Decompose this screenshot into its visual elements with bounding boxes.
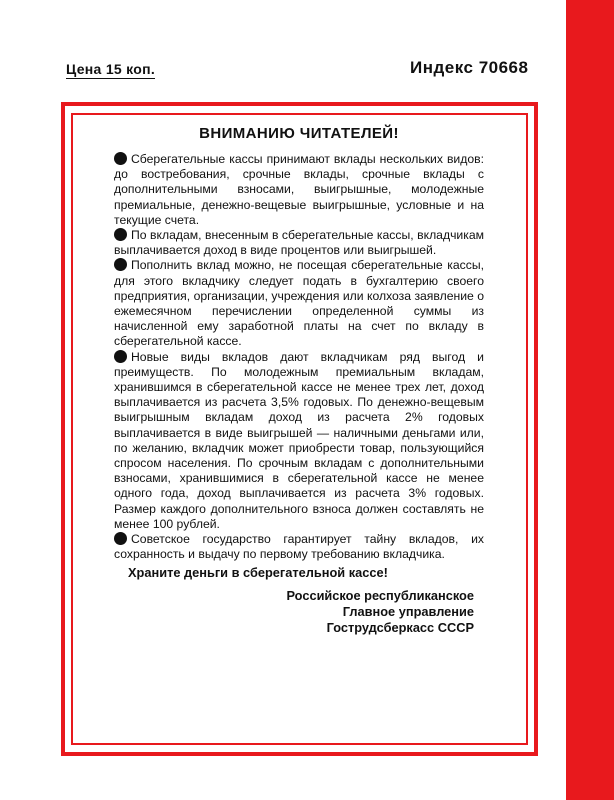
paragraph-text: Новые виды вкладов дают вкладчикам ряд выгод и преимуществ. По молодежным премиальным вкладам, хранившимся в сберегательной кассе не менее трех лет, доход выплачивается из расчета 3,5% годовых. По денежно-вещевым выигрышным вкладам доход из расчета 2% годовых выплачивается в виде выигрышей — наличными деньгами или, по желанию, вкладчик может приобрести товар, пользующийся спросом населения. По срочным вкладам с дополнительными взносами, хранившимися в сберегательной кассе не менее одного года, доход выплачивается из расчета 3% годовых. Размер каждого дополнительного взноса должен составлять не менее 100 рублей. [114, 349, 484, 531]
price-label: Цена 15 коп. [66, 61, 156, 77]
bullet-dot-icon [114, 350, 127, 363]
notice-content [114, 125, 484, 636]
notice-paragraph [114, 228, 484, 258]
paragraph-text: Советское государство гарантирует тайну вкладов, их сохранность и выдачу по первому требованию вкладчика. [114, 532, 484, 562]
red-spine-band [566, 0, 614, 800]
signature-block [114, 588, 474, 636]
paragraph-text: Пополнить вклад можно, не посещая сберегательные кассы, для этого вкладчику следует подать в бухгалтерию своего предприятия, организации, учреждения или колхоза заявление о ежемесячном перечислении определенной суммы из начисленной ему заработной платы на счет по вкладу в сберегательной кассе. [114, 258, 484, 349]
notice-paragraph [114, 532, 484, 562]
bullet-dot-icon [114, 152, 127, 165]
bullet-dot-icon [114, 258, 127, 271]
notice-paragraph [114, 350, 484, 532]
paragraph-text: Сберегательные кассы принимают вклады нескольких видов: до востребования, срочные вклады, срочные вклады с дополнительными взносами, выигрышные, молодежные премиальные, денежно-вещевые выигрышные, условные и на текущие счета. [114, 152, 484, 227]
bullet-dot-icon [114, 228, 127, 241]
index-label: Индекс 70668 [410, 58, 529, 77]
signature-line: Российское республиканское [286, 588, 474, 604]
signature-line: Главное управление [342, 604, 474, 620]
notice-paragraph [114, 258, 484, 349]
notice-title: ВНИМАНИЮ ЧИТАТЕЛЕЙ! [199, 125, 399, 142]
bullet-dot-icon [114, 532, 127, 545]
notice-paragraph [114, 152, 484, 228]
closing-slogan: Храните деньги в сберегательной кассе! [128, 565, 388, 581]
signature-line: Гострудсберкасс СССР [326, 620, 474, 636]
paragraph-text: По вкладам, внесенным в сберегательные кассы, вкладчикам выплачивается доход в виде процентов или выигрышей. [114, 228, 484, 258]
